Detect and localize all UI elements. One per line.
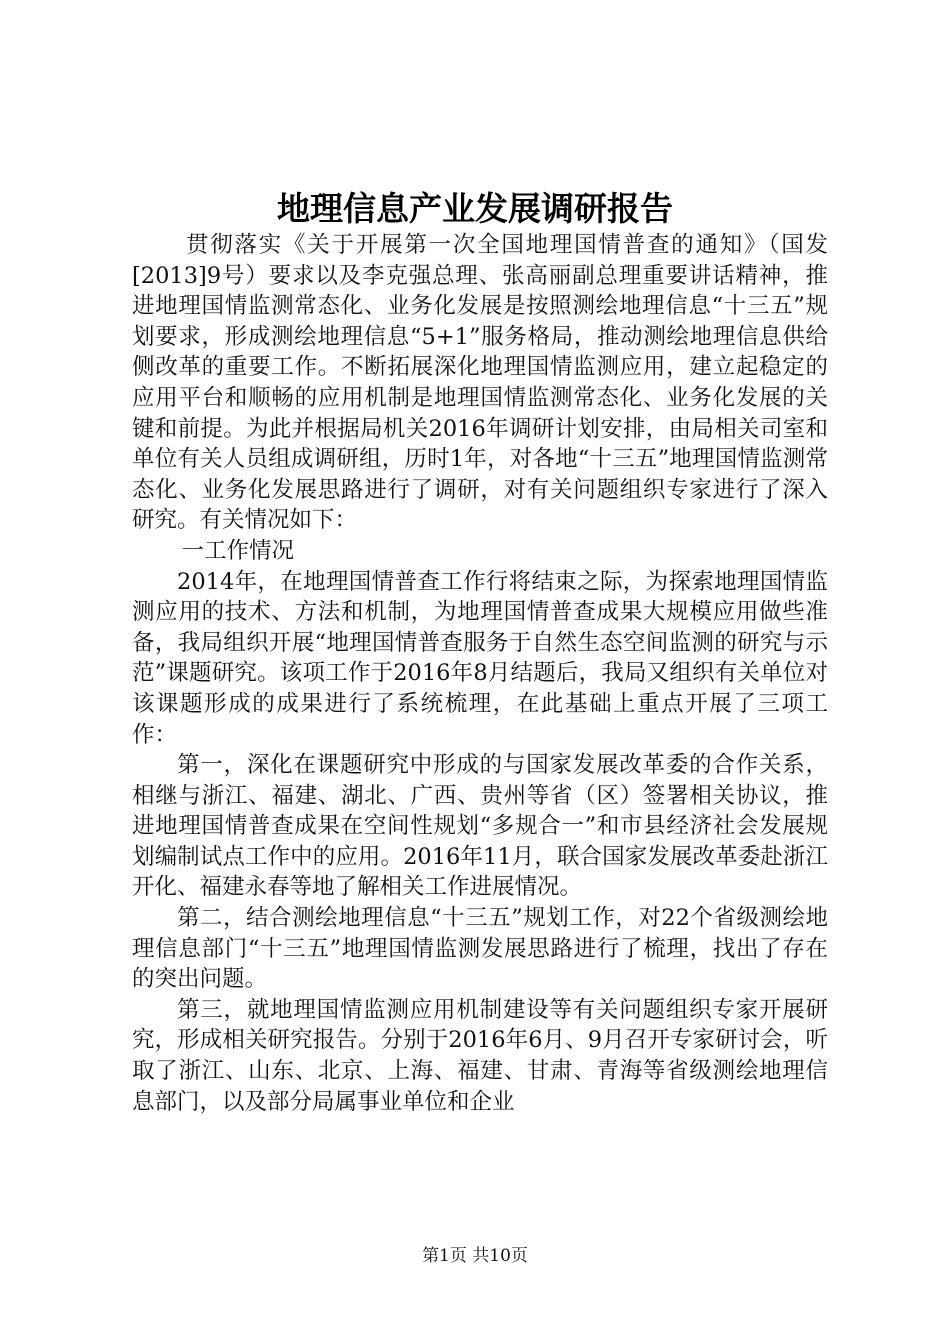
paragraph-intro: 贯彻落实《关于开展第一次全国地理国情普查的通知》（国发[2013]9号）要求以及李克强总理、张高丽副总理重要讲话精神，推进地理国情监测常态化、业务化发展是按照测绘地理信息“十三五”规划要求，形成测绘地理信息“5+1”服务格局，推动测绘地理信息供给侧改革的重要工作。不断拓展深化地理国情监测应用，建立起稳定的应用平台和顺畅的应用机制是地理国情监测常态化、业务化发展的关键和前提。为此并根据局机关2016年调研计划安排，由局相关司室和单位有关人员组成调研组，历时1年，对各地“十三五”地理国情监测常态化、业务化发展思路进行了调研，对有关问题组织专家进行了深入研究。有关情况如下： [132, 232, 828, 534]
document-title: 地理信息产业发展调研报告 [277, 189, 673, 228]
paragraph-first: 第一，深化在课题研究中形成的与国家发展改革委的合作关系，相继与浙江、福建、湖北、广西、贵州等省（区）签署相关协议，推进地理国情普查成果在空间性规划“多规合一”和市县经济社会发展规划编制试点工作中的应用。2016年11月，联合国家发展改革委赴浙江开化、福建永春等地了解相关工作进展情况。 [132, 752, 828, 901]
paragraph-background: 2014年，在地理国情普查工作行将结束之际，为探索地理国情监测应用的技术、方法和机制，为地理国情普查成果大规模应用做些准备，我局组织开展“地理国情普查服务于自然生态空间监测的研究与示范”课题研究。该项工作于2016年8月结题后，我局又组织有关单位对该课题形成的成果进行了系统梳理，在此基础上重点开展了三项工作： [132, 568, 828, 748]
page-number: 第1页 共10页 [422, 1246, 528, 1266]
paragraph-second: 第二，结合测绘地理信息“十三五”规划工作，对22个省级测绘地理信息部门“十三五”地理国情监测发展思路进行了梳理，找出了存在的突出问题。 [132, 905, 828, 993]
section-heading: 一工作情况 [181, 537, 295, 564]
paragraph-third: 第三，就地理国情监测应用机制建设等有关问题组织专家开展研究，形成相关研究报告。分别于2016年6月、9月召开专家研讨会，听取了浙江、山东、北京、上海、福建、甘肃、青海等省级测绘地理信息部门，以及部分局属事业单位和企业 [132, 996, 828, 1115]
document-body [132, 230, 828, 1117]
